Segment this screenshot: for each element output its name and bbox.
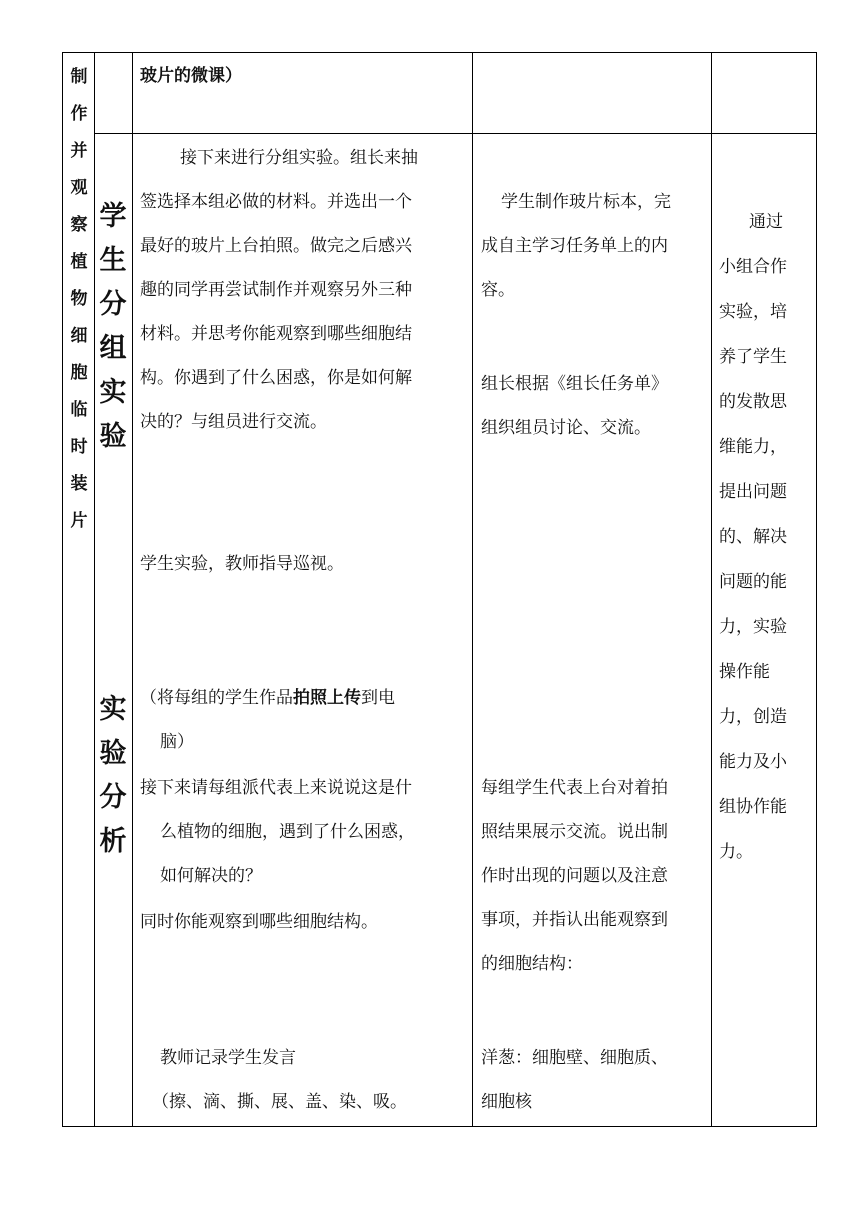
text-line: 的细胞结构： — [481, 954, 583, 974]
text-line: 事项，并指认出能观察到 — [481, 910, 668, 930]
row1-text: 玻片的微课） — [140, 66, 242, 86]
text-line: 能力及小 — [719, 752, 787, 772]
section-title-experiment — [95, 195, 131, 459]
student-paragraph-2 — [481, 362, 668, 450]
text-line: 小组合作 — [719, 257, 787, 277]
vertical-title-char: 细 — [70, 326, 88, 346]
student-paragraph-3 — [481, 766, 668, 986]
vertical-title-char: 制 — [70, 67, 88, 87]
text-line: 的发散思 — [719, 392, 787, 412]
col-divider-2 — [132, 52, 133, 1127]
text-line: 力，实验 — [719, 617, 787, 637]
vertical-title-char: 并 — [70, 141, 88, 161]
section-title-char: 学 — [99, 201, 127, 232]
vertical-title-char: 临 — [70, 400, 88, 420]
text-line: 养了学生 — [719, 347, 787, 367]
vertical-title-char: 察 — [70, 215, 88, 235]
text-line: 最好的玻片上台拍照。做完之后感兴 — [140, 236, 412, 256]
text-line: 脑） — [160, 732, 194, 752]
text-line: 通过 — [749, 212, 783, 232]
text-line: 作时出现的问题以及注意 — [481, 866, 668, 886]
section-title-char: 分 — [99, 289, 127, 320]
table-border-right — [816, 52, 817, 1127]
table-border-bottom — [62, 1126, 817, 1127]
text-line: 洋葱：细胞壁、细胞质、 — [481, 1048, 668, 1068]
text-line: 提出问题 — [719, 482, 787, 502]
teacher-paragraph-5: 同时你能观察到哪些细胞结构。 — [140, 912, 378, 932]
text-line — [140, 676, 395, 720]
teacher-paragraph-3 — [140, 676, 395, 764]
text-line: 每组学生代表上台对着拍 — [481, 778, 668, 798]
vertical-title-char: 片 — [70, 511, 88, 531]
text-line: 维能力， — [719, 437, 787, 457]
vertical-title-char: 观 — [70, 178, 88, 198]
section-title-char: 实 — [99, 377, 127, 408]
section-title-char: 验 — [99, 421, 127, 452]
table-border-top — [62, 52, 817, 53]
text-line: 实验，培 — [719, 302, 787, 322]
vertical-title — [66, 59, 92, 540]
section-title-analysis — [95, 688, 131, 864]
teacher-paragraph-2: 学生实验，教师指导巡视。 — [140, 554, 344, 574]
text-line: 操作能 — [719, 662, 770, 682]
section-title-char: 组 — [99, 333, 127, 364]
text-line: 如何解决的？ — [160, 866, 262, 886]
text-line: 容。 — [481, 280, 515, 300]
vertical-title-char: 胞 — [70, 363, 88, 383]
section-title-char: 实 — [99, 694, 127, 725]
student-paragraph-4 — [481, 1036, 668, 1124]
text-line: 签选择本组必做的材料。并选出一个 — [140, 192, 412, 212]
text-line: 组织组员讨论、交流。 — [481, 418, 651, 438]
text-line: 趣的同学再尝试制作并观察另外三种 — [140, 280, 412, 300]
student-paragraph-1 — [481, 180, 671, 312]
vertical-title-char: 物 — [70, 289, 88, 309]
text-line: 学生制作玻片标本，完 — [501, 192, 671, 212]
text-line: 么植物的细胞，遇到了什么困惑， — [160, 822, 415, 842]
text-line: 力。 — [719, 842, 753, 862]
teacher-paragraph-6: 教师记录学生发言 — [160, 1048, 296, 1068]
text-segment: 到电 — [361, 688, 395, 708]
table-border-left — [62, 52, 63, 1127]
vertical-title-char: 时 — [70, 437, 88, 457]
col-divider-4 — [711, 52, 712, 1127]
text-line: 决的？与组员进行交流。 — [140, 412, 327, 432]
text-segment: （将每组的学生作品 — [140, 688, 293, 708]
teacher-paragraph-4 — [140, 766, 415, 898]
text-line: 力，创造 — [719, 707, 787, 727]
text-line: 细胞核 — [481, 1092, 532, 1112]
section-title-char: 分 — [99, 782, 127, 813]
section-title-char: 验 — [99, 738, 127, 769]
text-line: 成自主学习任务单上的内 — [481, 236, 668, 256]
teacher-paragraph-7: （擦、滴、撕、展、盖、染、吸。 — [152, 1092, 407, 1112]
section-title-char: 析 — [99, 826, 127, 857]
text-line: 接下来请每组派代表上来说说这是什 — [140, 778, 412, 798]
teacher-paragraph-1 — [140, 136, 418, 444]
section-title-char: 生 — [99, 245, 127, 276]
text-line: 材料。并思考你能观察到哪些细胞结 — [140, 324, 412, 344]
text-line: 照结果展示交流。说出制 — [481, 822, 668, 842]
design-intent — [719, 200, 787, 875]
bold-text: 拍照上传 — [293, 688, 361, 708]
col-divider-3 — [472, 52, 473, 1127]
text-line: 构。你遇到了什么困惑，你是如何解 — [140, 368, 412, 388]
text-line: 接下来进行分组实验。组长来抽 — [180, 148, 418, 168]
text-line: 组长根据《组长任务单》 — [481, 374, 668, 394]
text-line: 的、解决 — [719, 527, 787, 547]
text-line: 组协作能 — [719, 797, 787, 817]
text-line: 问题的能 — [719, 572, 787, 592]
vertical-title-char: 作 — [70, 104, 88, 124]
vertical-title-char: 植 — [70, 252, 88, 272]
row-divider — [94, 133, 817, 134]
vertical-title-char: 装 — [70, 474, 88, 494]
